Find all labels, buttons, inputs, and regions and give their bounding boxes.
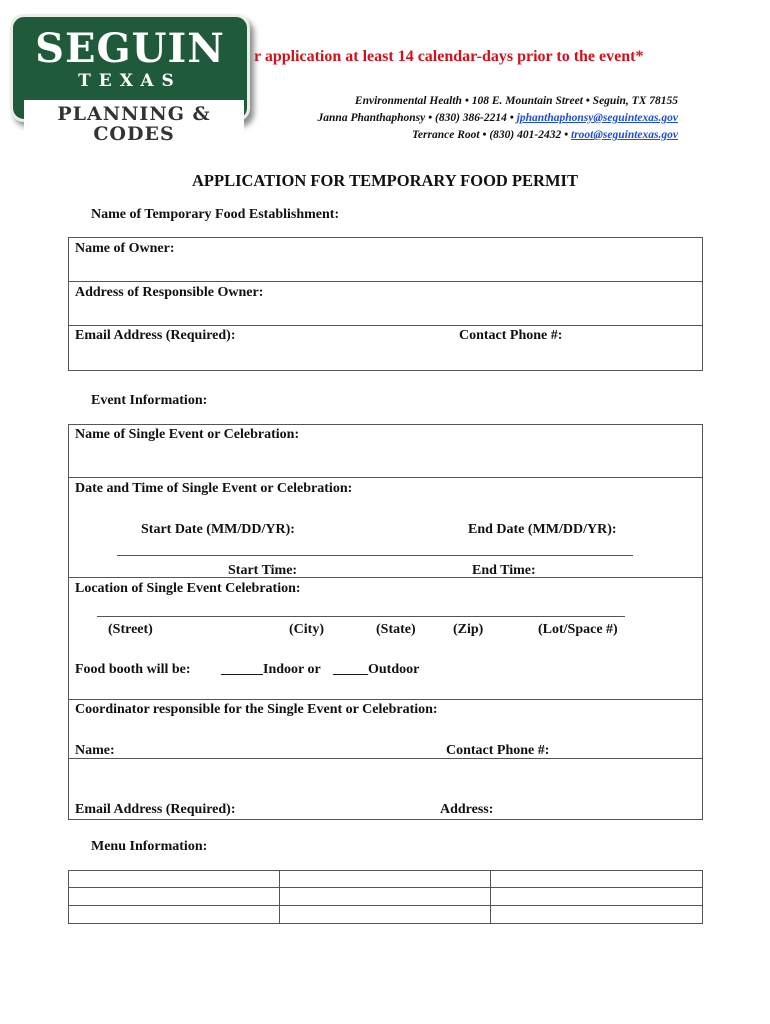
- menu-cell[interactable]: [69, 871, 279, 887]
- menu-cell[interactable]: [491, 906, 702, 923]
- dept-line-2: CODES: [93, 123, 175, 145]
- coordinator-header-label: Coordinator responsible for the Single Event or Celebration:: [75, 702, 438, 717]
- contact-line-3: [412, 129, 678, 141]
- divider: [68, 325, 703, 326]
- establishment-label: Name of Temporary Food Establishment:: [91, 207, 340, 222]
- street-label: (Street): [108, 622, 153, 637]
- contact-line-2-text: Janna Phanthaphonsy • (830) 386-2214 •: [317, 112, 517, 124]
- divider: [68, 577, 703, 578]
- contact-line-1: Environmental Health • 108 E. Mountain Street • Seguin, TX 78155: [354, 95, 678, 107]
- dept-line-1: PLANNING &: [57, 103, 211, 125]
- coordinator-name-label: Name:: [75, 743, 115, 758]
- email-link-janna[interactable]: jphanthaphonsy@seguintexas.gov: [516, 112, 678, 124]
- lot-space-label: (Lot/Space #): [538, 622, 618, 637]
- menu-cell[interactable]: [69, 906, 279, 923]
- date-entry-line[interactable]: [117, 555, 633, 556]
- divider: [68, 699, 703, 700]
- owner-address-label: Address of Responsible Owner:: [75, 285, 264, 300]
- end-date-label: End Date (MM/DD/YR):: [468, 522, 617, 537]
- city-label: (City): [289, 622, 324, 637]
- contact-line-2: [318, 112, 678, 124]
- start-time-label: Start Time:: [228, 563, 298, 578]
- divider: [68, 758, 703, 759]
- location-entry-line[interactable]: [97, 616, 625, 617]
- event-name-label: Name of Single Event or Celebration:: [75, 427, 300, 442]
- event-info-header: Event Information:: [91, 393, 208, 408]
- owner-phone-label: Contact Phone #:: [459, 328, 563, 343]
- menu-cell[interactable]: [69, 888, 279, 905]
- owner-email-label: Email Address (Required):: [75, 328, 236, 343]
- deadline-notice: r application at least 14 calendar-days prior to the event*: [254, 48, 644, 65]
- menu-cell[interactable]: [280, 871, 490, 887]
- email-link-terrance[interactable]: troot@seguintexas.gov: [570, 129, 678, 141]
- outdoor-option[interactable]: _____Outdoor: [333, 662, 420, 677]
- menu-cell[interactable]: [280, 888, 490, 905]
- contact-line-3-text: Terrance Root • (830) 401-2432 •: [411, 129, 571, 141]
- indoor-option[interactable]: ______Indoor or: [221, 662, 321, 677]
- menu-cell[interactable]: [280, 906, 490, 923]
- page-title: APPLICATION FOR TEMPORARY FOOD PERMIT: [192, 171, 578, 190]
- owner-name-label: Name of Owner:: [75, 241, 175, 256]
- end-time-label: End Time:: [472, 563, 536, 578]
- menu-cell[interactable]: [491, 871, 702, 887]
- menu-info-header: Menu Information:: [91, 839, 208, 854]
- divider: [68, 281, 703, 282]
- logo-state: TEXAS: [78, 71, 182, 91]
- logo-name: SEGUIN: [35, 25, 225, 72]
- owner-box[interactable]: [68, 237, 703, 371]
- department-name: [24, 100, 244, 144]
- start-date-label: Start Date (MM/DD/YR):: [141, 522, 295, 537]
- menu-cell[interactable]: [491, 888, 702, 905]
- food-booth-label: Food booth will be:: [75, 662, 191, 677]
- zip-label: (Zip): [453, 622, 484, 637]
- coordinator-phone-label: Contact Phone #:: [446, 743, 550, 758]
- coordinator-email-label: Email Address (Required):: [75, 802, 236, 817]
- location-label: Location of Single Event Celebration:: [75, 581, 301, 596]
- coordinator-address-label: Address:: [440, 802, 494, 817]
- event-datetime-label: Date and Time of Single Event or Celebration:: [75, 481, 353, 496]
- state-label: (State): [376, 622, 416, 637]
- divider: [68, 477, 703, 478]
